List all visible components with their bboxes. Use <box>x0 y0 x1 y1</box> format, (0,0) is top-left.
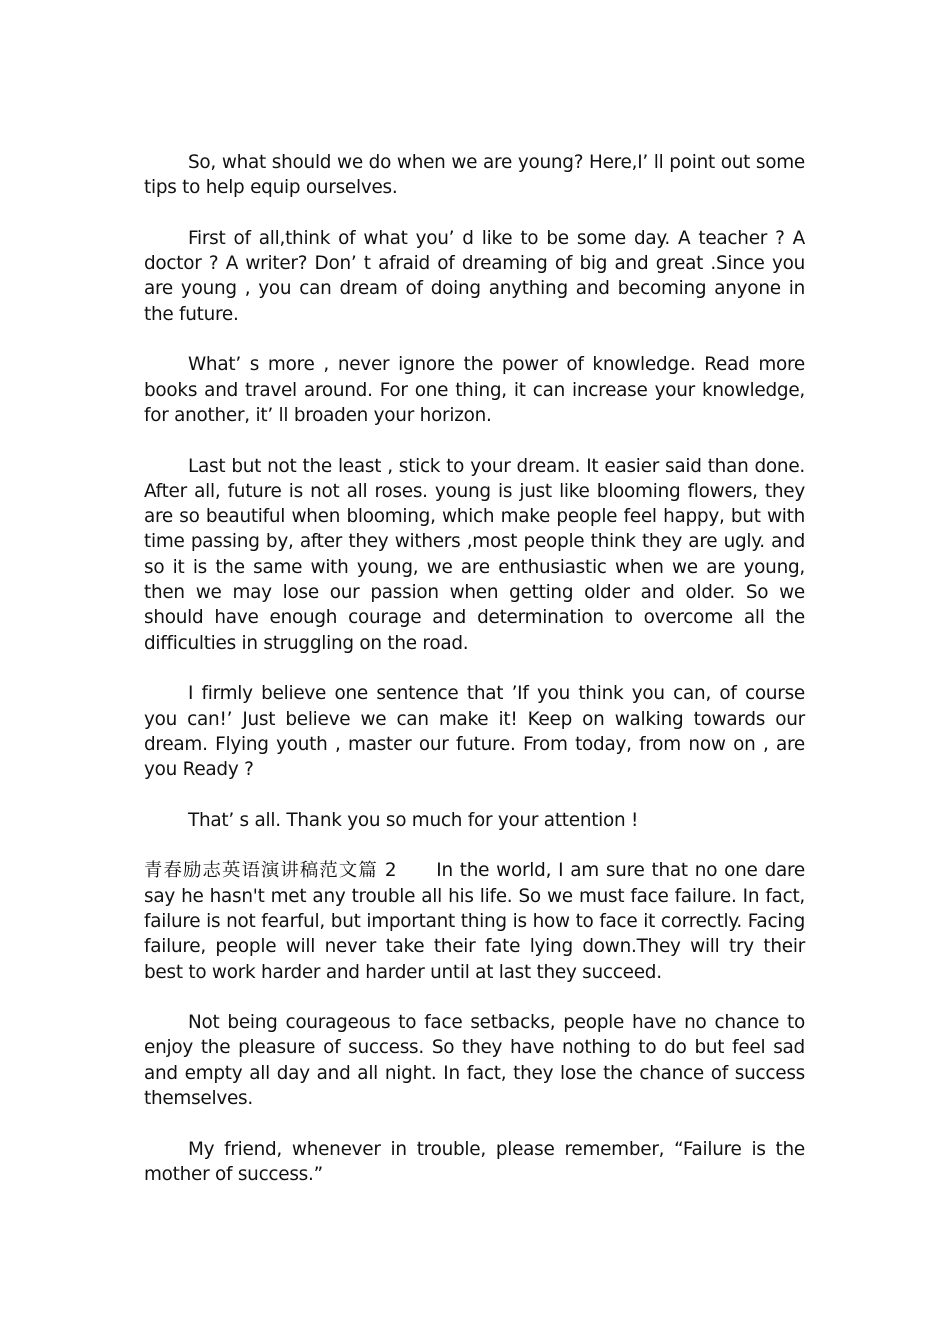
paragraph-tips-intro: So, what should we do when we are young? Here,I’ ll point out some tips to help equip ourselves. <box>144 152 805 199</box>
section-2-opening <box>144 858 805 984</box>
document-body <box>144 150 805 1212</box>
section-heading: 青春励志英语演讲稿范文篇 2 <box>144 860 397 882</box>
paragraph-dream: First of all,think of what you’ d like to be some day. A teacher ? A doctor ? A writer? Don’ t afraid of dreaming of big and great .Since you are young , you can dream of doing anything and becoming anyone in the future. <box>144 227 805 325</box>
paragraph-stick-to-dream: Last but not the least , stick to your dream. It easier said than done. After all, future is not all roses. young is just like blooming flowers, they are so beautiful when blooming, which make people feel happy, but with time passing by, after they withers ,most people think they are ugly. and so it is the same with young, we are enthusiastic when we are young, then we may lose our passion when getting older and older. So we should have enough courage and determination to overcome all the difficulties in struggling on the road. <box>144 455 805 654</box>
section-first-text: In the world, I am sure that no one dare say he hasn't met any trouble all his life. So we must face failure. In fact, failure is not fearful, but important thing is how to face it correctly. Facing failure, people will never take their fate lying down.They will try their best to work harder and harder until at last they succeed. <box>144 860 805 983</box>
paragraph-closing: That’ s all. Thank you so much for your attention ! <box>188 809 639 831</box>
paragraph-believe: I firmly believe one sentence that ’If you think you can, of course you can!’ Just believe we can make it! Keep on walking towards our dream. Flying youth , master our future. From today, from now on , are you Ready ? <box>144 683 805 781</box>
paragraph-failure-mother: My friend, whenever in trouble, please remember, “Failure is the mother of success.” <box>144 1138 805 1185</box>
paragraph-knowledge: What’ s more , never ignore the power of knowledge. Read more books and travel around. For one thing, it can increase your knowledge, for another, it’ ll broaden your horizon. <box>144 354 805 426</box>
paragraph-setbacks: Not being courageous to face setbacks, people have no chance to enjoy the pleasure of success. So they have nothing to do but feel sad and empty all day and all night. In fact, they lose the chance of success themselves. <box>144 1012 805 1109</box>
